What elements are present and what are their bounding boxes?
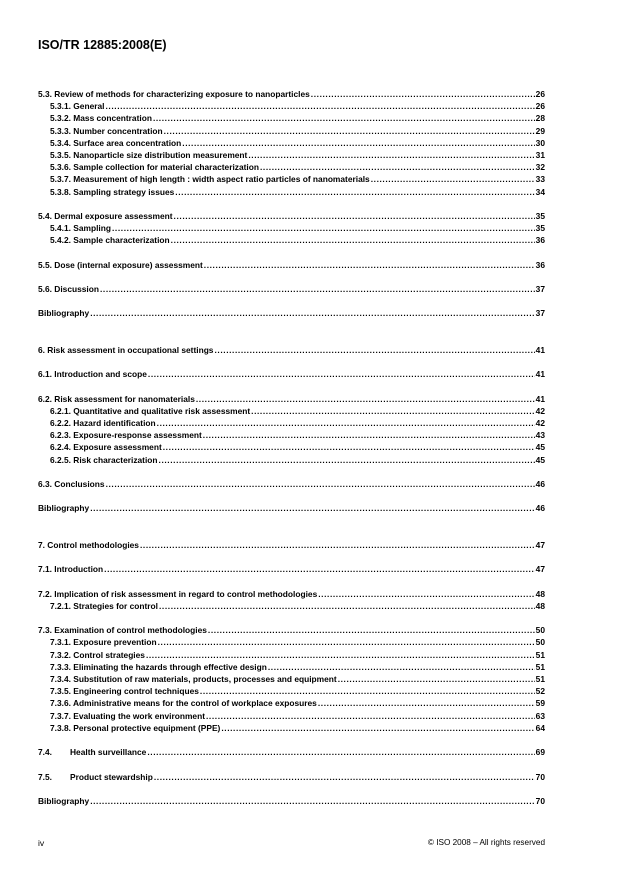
- toc-subentry[interactable]: [38, 722, 545, 734]
- toc-page-number: 43: [535, 430, 545, 441]
- toc-subentry[interactable]: [38, 222, 545, 234]
- toc-subentry[interactable]: [38, 186, 545, 198]
- dot-leader: [248, 149, 534, 161]
- toc-page-number: 26: [535, 89, 545, 99]
- dot-leader: [159, 600, 535, 612]
- toc-entry-title: 6.3. Conclusions: [38, 479, 105, 489]
- dot-leader: [104, 563, 535, 575]
- toc-page-number: 48: [535, 600, 545, 611]
- toc-entry-title: Bibliography: [38, 795, 90, 806]
- toc-subentry[interactable]: [38, 149, 545, 161]
- toc-spacer: [38, 758, 545, 770]
- toc-page-number: 29: [535, 125, 545, 136]
- toc-subentry[interactable]: [38, 161, 545, 173]
- dot-leader: [90, 502, 534, 514]
- toc-entry-title: 7.3.1. Exposure prevention: [50, 637, 157, 648]
- toc-subentry[interactable]: [38, 636, 545, 648]
- toc-entry-title: 6.2.1. Quantitative and qualitative risk assessment: [50, 405, 251, 416]
- toc-entry-title: 6.2. Risk assessment for nanomaterials: [38, 393, 195, 404]
- toc-entry[interactable]: [38, 478, 545, 490]
- toc-entry[interactable]: [38, 368, 545, 380]
- toc-entry[interactable]: [38, 502, 545, 514]
- toc-page-number: 70: [535, 771, 545, 782]
- toc-page-number: 36: [535, 235, 545, 246]
- toc-entry-title: 7.3.3. Eliminating the hazards through effective design: [50, 661, 267, 672]
- toc-entry-title: 7.3.7. Evaluating the work environment: [50, 710, 205, 721]
- toc-spacer: [38, 246, 545, 258]
- dot-leader: [251, 405, 535, 417]
- toc-entry-title: 7.3.4. Substitution of raw materials, products, processes and equipment: [50, 674, 337, 684]
- dot-leader: [318, 697, 535, 709]
- toc-subentry[interactable]: [38, 417, 545, 429]
- toc-subentry[interactable]: [38, 429, 545, 441]
- dot-leader: [260, 161, 535, 173]
- toc-entry[interactable]: [38, 771, 545, 783]
- toc-entry-label: Product stewardship: [70, 771, 153, 782]
- toc-spacer: [38, 576, 545, 588]
- toc-subentry[interactable]: [38, 673, 545, 685]
- toc-spacer: [38, 490, 545, 502]
- toc-page-number: 59: [535, 698, 545, 709]
- toc-page-number: 34: [535, 186, 545, 197]
- toc-subentry[interactable]: [38, 600, 545, 612]
- toc-page-number: 69: [535, 747, 545, 758]
- toc-spacer: [38, 551, 545, 563]
- toc-subentry[interactable]: [38, 112, 545, 124]
- toc-entry-title: 7.2.1. Strategies for control: [50, 600, 158, 611]
- dot-leader: [90, 795, 534, 807]
- toc-page-number: 64: [535, 722, 545, 733]
- toc-page-number: 35: [535, 223, 545, 234]
- toc-entry[interactable]: [38, 746, 545, 758]
- dot-leader: [196, 393, 535, 405]
- page-number: iv: [38, 838, 45, 848]
- dot-leader: [174, 210, 535, 222]
- dot-leader: [112, 222, 535, 234]
- toc-entry[interactable]: [38, 624, 545, 636]
- toc-entry-title: 5.5. Dose (internal exposure) assessment: [38, 259, 203, 270]
- toc-page-number: 30: [535, 137, 545, 148]
- toc-entry-title: 7.3.5. Engineering control techniques: [50, 686, 199, 697]
- toc-entry-title: 5.4.1. Sampling: [50, 223, 111, 234]
- dot-leader: [214, 344, 534, 356]
- toc-entry-title: 5.3. Review of methods for characterizing exposure to nanoparticles: [38, 89, 310, 99]
- dot-leader: [158, 636, 535, 648]
- toc-subentry[interactable]: [38, 685, 545, 697]
- toc-page-number: 63: [535, 710, 545, 721]
- toc-page-number: 50: [535, 625, 545, 636]
- toc-page-number: 51: [535, 674, 545, 684]
- toc-entry-title: 5.4.2. Sample characterization: [50, 235, 170, 246]
- toc-spacer: [38, 332, 545, 344]
- toc-spacer: [38, 271, 545, 283]
- toc-entry-title: 5.3.6. Sample collection for material characterization: [50, 162, 259, 173]
- table-of-contents: [38, 88, 545, 807]
- dot-leader: [171, 234, 535, 246]
- toc-page-number: 50: [535, 637, 545, 648]
- toc-page-number: 52: [535, 686, 545, 697]
- toc-entry[interactable]: [38, 259, 545, 271]
- toc-page-number: 47: [535, 564, 545, 575]
- toc-entry-title: 7.3.2. Control strategies: [50, 649, 145, 660]
- dot-leader: [106, 478, 535, 490]
- toc-entry-title: 5.3.7. Measurement of high length : width aspect ratio particles of nanomaterials: [50, 174, 370, 185]
- dot-leader: [175, 186, 534, 198]
- toc-subentry[interactable]: [38, 100, 545, 112]
- toc-entry-title: 6.1. Introduction and scope: [38, 369, 147, 380]
- toc-entry[interactable]: [38, 210, 545, 222]
- toc-entry[interactable]: [38, 344, 545, 356]
- toc-page-number: 70: [535, 795, 545, 806]
- toc-page-number: 31: [535, 149, 545, 160]
- toc-subentry[interactable]: [38, 125, 545, 137]
- toc-entry-title: 5.3.5. Nanoparticle size distribution measurement: [50, 149, 248, 160]
- dot-leader: [157, 417, 535, 429]
- toc-entry-title: [38, 771, 153, 783]
- toc-page-number: 51: [535, 649, 545, 660]
- toc-entry-title: 7.2. Implication of risk assessment in regard to control methodologies: [38, 588, 318, 599]
- dot-leader: [182, 137, 534, 149]
- toc-page-number: 32: [535, 162, 545, 173]
- toc-entry[interactable]: [38, 539, 545, 551]
- dot-leader: [140, 539, 535, 551]
- toc-page-number: 45: [535, 442, 545, 453]
- toc-spacer: [38, 515, 545, 527]
- toc-entry-title: 6. Risk assessment in occupational settings: [38, 344, 214, 355]
- toc-entry[interactable]: [38, 88, 545, 100]
- toc-subentry[interactable]: [38, 710, 545, 722]
- page-footer: [38, 838, 545, 848]
- toc-spacer: [38, 783, 545, 795]
- dot-leader: [203, 429, 535, 441]
- dot-leader: [268, 661, 535, 673]
- toc-entry-title: 7.3.6. Administrative means for the control of workplace exposures: [50, 698, 317, 709]
- toc-page-number: 47: [535, 539, 545, 550]
- dot-leader: [221, 722, 534, 734]
- toc-entry-title: 5.4. Dermal exposure assessment: [38, 210, 173, 221]
- toc-entry-title: Bibliography: [38, 503, 90, 514]
- dot-leader: [208, 624, 535, 636]
- toc-entry[interactable]: [38, 563, 545, 575]
- toc-page-number: 45: [535, 454, 545, 465]
- toc-spacer: [38, 356, 545, 368]
- toc-entry-title: 7.3. Examination of control methodologies: [38, 625, 207, 636]
- dot-leader: [146, 649, 535, 661]
- toc-entry[interactable]: [38, 283, 545, 295]
- dot-leader: [147, 746, 534, 758]
- toc-entry-title: 5.3.4. Surface area concentration: [50, 137, 182, 148]
- toc-spacer: [38, 612, 545, 624]
- toc-entry-title: 5.3.2. Mass concentration: [50, 113, 152, 124]
- toc-page-number: 51: [535, 661, 545, 672]
- toc-subentry[interactable]: [38, 697, 545, 709]
- toc-entry-number: 7.4.: [38, 747, 52, 758]
- toc-page-number: 41: [535, 344, 545, 355]
- toc-spacer: [38, 734, 545, 746]
- dot-leader: [318, 588, 534, 600]
- dot-leader: [371, 173, 535, 185]
- toc-entry-title: 6.2.4. Exposure assessment: [50, 442, 162, 453]
- toc-spacer: [38, 295, 545, 307]
- dot-leader: [154, 771, 535, 783]
- toc-page-number: 35: [535, 210, 545, 221]
- toc-page-number: 46: [535, 479, 545, 489]
- toc-page-number: 41: [535, 369, 545, 380]
- toc-entry-number: 7.5.: [38, 771, 52, 782]
- toc-entry-title: Bibliography: [38, 308, 90, 319]
- toc-entry-title: 5.3.1. General: [50, 101, 105, 112]
- toc-subentry[interactable]: [38, 234, 545, 246]
- dot-leader: [90, 307, 534, 319]
- dot-leader: [311, 88, 535, 100]
- toc-spacer: [38, 320, 545, 332]
- toc-subentry[interactable]: [38, 649, 545, 661]
- toc-spacer: [38, 527, 545, 539]
- document-id: ISO/TR 12885:2008(E): [38, 38, 167, 52]
- toc-subentry[interactable]: [38, 405, 545, 417]
- toc-entry-title: [38, 746, 146, 758]
- toc-spacer: [38, 381, 545, 393]
- toc-subentry[interactable]: [38, 441, 545, 453]
- dot-leader: [338, 673, 535, 685]
- toc-page-number: 37: [535, 308, 545, 319]
- toc-page-number: 42: [535, 405, 545, 416]
- toc-page-number: 42: [535, 418, 545, 429]
- toc-entry[interactable]: [38, 795, 545, 807]
- toc-entry-label: Health surveillance: [70, 747, 147, 758]
- toc-entry-title: 5.3.8. Sampling strategy issues: [50, 186, 175, 197]
- toc-entry-title: 6.2.3. Exposure-response assessment: [50, 430, 202, 441]
- dot-leader: [105, 100, 534, 112]
- dot-leader: [100, 283, 535, 295]
- toc-subentry[interactable]: [38, 661, 545, 673]
- toc-entry-title: 6.2.5. Risk characterization: [50, 454, 158, 465]
- dot-leader: [164, 125, 535, 137]
- toc-page-number: 28: [535, 113, 545, 124]
- toc-entry-title: 7.3.8. Personal protective equipment (PPE): [50, 722, 221, 733]
- dot-leader: [206, 710, 535, 722]
- toc-entry[interactable]: [38, 588, 545, 600]
- toc-page-number: 36: [535, 259, 545, 270]
- toc-spacer: [38, 198, 545, 210]
- toc-entry-title: 7. Control methodologies: [38, 539, 139, 550]
- toc-entry-title: 5.6. Discussion: [38, 284, 99, 294]
- toc-page-number: 46: [535, 503, 545, 514]
- dot-leader: [200, 685, 535, 697]
- dot-leader: [204, 259, 535, 271]
- toc-entry-title: 6.2.2. Hazard identification: [50, 418, 156, 429]
- copyright-notice: © ISO 2008 – All rights reserved: [427, 838, 545, 847]
- toc-page-number: 37: [535, 284, 545, 294]
- toc-subentry[interactable]: [38, 137, 545, 149]
- toc-page-number: 41: [535, 393, 545, 404]
- toc-page-number: 26: [535, 101, 545, 112]
- toc-subentry[interactable]: [38, 173, 545, 185]
- dot-leader: [153, 112, 535, 124]
- toc-entry[interactable]: [38, 393, 545, 405]
- toc-entry-title: 7.1. Introduction: [38, 564, 104, 575]
- toc-subentry[interactable]: [38, 454, 545, 466]
- toc-page-number: 33: [535, 174, 545, 185]
- toc-page-number: 48: [535, 588, 545, 599]
- toc-entry-title: 5.3.3. Number concentration: [50, 125, 163, 136]
- toc-spacer: [38, 466, 545, 478]
- toc-entry[interactable]: [38, 307, 545, 319]
- dot-leader: [148, 368, 535, 380]
- dot-leader: [159, 454, 535, 466]
- dot-leader: [163, 441, 535, 453]
